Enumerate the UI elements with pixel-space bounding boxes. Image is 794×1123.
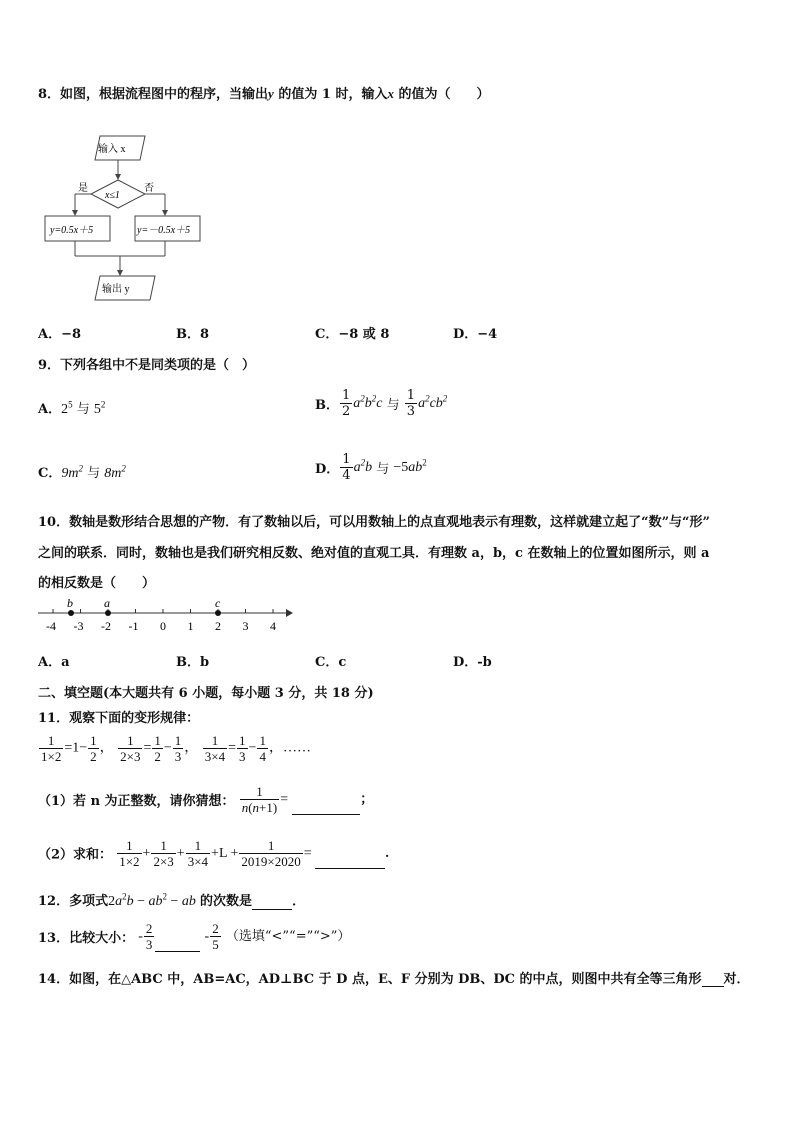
axis-tick-label: 0 xyxy=(160,619,166,633)
q14-blank xyxy=(702,972,724,987)
axis-tick-label: 4 xyxy=(270,619,276,633)
q9-option-d: D． $\frac{1}{4}$ $a^2b$ 与 $-5ab^2$ xyxy=(315,452,427,483)
q11-part2-blank xyxy=(315,854,385,869)
axis-tick-label: 1 xyxy=(187,619,194,633)
q13-blank xyxy=(155,937,200,952)
q9-option-c: C．$9m^2$ 与 $8m^2$ xyxy=(38,463,126,481)
axis-tick-label: -4 xyxy=(46,619,56,633)
flow-right-text: y=－0.5x＋5 xyxy=(137,225,191,236)
q10-line2: 之间的联系．同时，数轴也是我们研究相反数、绝对值的直观工具．有理数 a，b，c 在数轴上的位置如图所示，则 a xyxy=(38,546,710,561)
flow-input-text: 输入 x xyxy=(98,144,126,155)
q12-blank xyxy=(252,895,292,910)
point-a-label: a xyxy=(104,596,110,610)
q10-option-a: A．a xyxy=(38,655,70,670)
section-title: 二、填空题(本大题共有 6 小题，每小题 3 分，共 18 分) xyxy=(38,686,374,701)
q12: 12．多项式$2a^2b - ab^2$ − ab 的次数是 ． xyxy=(38,891,306,909)
q11-part1-blank xyxy=(292,800,360,815)
q8-option-a: A．−8 xyxy=(38,327,82,342)
point-b-label: b xyxy=(67,596,73,610)
q13: 13．比较大小： - $\frac{2}{3}$ - $\frac{2}{5}$ （选填“<”“=”“>”） xyxy=(38,921,351,952)
flow-output-text: 输出 y xyxy=(102,284,130,295)
q10-option-c: C．c xyxy=(315,655,347,670)
q9-option-b: B． $\frac{1}{2}$ $a^2b^2c$ 与 $\frac{1}{3}$ $a^2cb^2$ xyxy=(315,388,448,419)
axis-tick-label: 2 xyxy=(215,619,221,633)
flowchart xyxy=(40,128,210,308)
axis-tick-label: 3 xyxy=(242,619,249,633)
point-c xyxy=(215,610,221,616)
flow-condition-text: x≤1 xyxy=(105,190,120,201)
flow-left-text: y=0.5x＋5 xyxy=(50,225,94,236)
q9-option-a: A．$2^5$ 与 $5^2$ xyxy=(38,399,106,417)
q8-option-c: C．−8 或 8 xyxy=(315,327,390,342)
q10-option-d: D．-b xyxy=(453,655,492,670)
number-line xyxy=(36,596,296,636)
q8-option-d: D．−4 xyxy=(453,327,498,342)
point-c-label: c xyxy=(215,596,221,610)
q11-stem: 11．观察下面的变形规律： xyxy=(38,711,200,726)
q11-pattern: $\frac{1}{1\times 2}$ =1− $\frac{1}{2}$ ， $\frac{1}{2\times 3}$ = $\frac{1}{2}$ − $\frac{1}{3}$ ， $\frac{1}{3\times 4}$ = $\frac{1}{3}$ − $\frac{1}{4}$ ，…… xyxy=(41,733,311,764)
flow-no-label: 否 xyxy=(144,183,154,194)
q14: 14．如图，在△ABC 中，AB=AC，AD⊥BC 于 D 点，E、F 分别为 DB、DC 的中点，则图中共有全等三角形 对． xyxy=(38,972,750,987)
point-b xyxy=(68,610,74,616)
q8-option-b: B．8 xyxy=(176,327,210,342)
q9-stem: 9．下列各组中不是同类项的是（ ） xyxy=(38,358,256,373)
axis-tick-label: -1 xyxy=(128,619,139,633)
q10-option-b: B．b xyxy=(176,655,210,670)
q10-line1: 10．数轴是数形结合思想的产物．有了数轴以后，可以用数轴上的点直观地表示有理数，这样就建立起了“数”与“形” xyxy=(38,515,711,530)
q11-part1: （1）若 n 为正整数，请你猜想： $\frac{1}{n(n+1)}$ = ； xyxy=(38,784,374,815)
point-a xyxy=(105,610,111,616)
q11-part2: （2）求和： $\frac{1}{1\times 2}$ + $\frac{1}{2\times 3}$ + $\frac{1}{3\times 4}$ +L + $\frac{1}{2019\times 2020}$ = ． xyxy=(38,838,399,869)
flow-yes-label: 是 xyxy=(78,183,88,194)
q10-line3: 的相反数是（ ） xyxy=(38,576,156,591)
axis-tick-label: -3 xyxy=(73,619,84,633)
q8-stem: 8．如图，根据流程图中的程序，当输出y 的值为 1 时，输入x 的值为（ ） xyxy=(38,86,490,102)
axis-tick-label: -2 xyxy=(101,619,111,633)
